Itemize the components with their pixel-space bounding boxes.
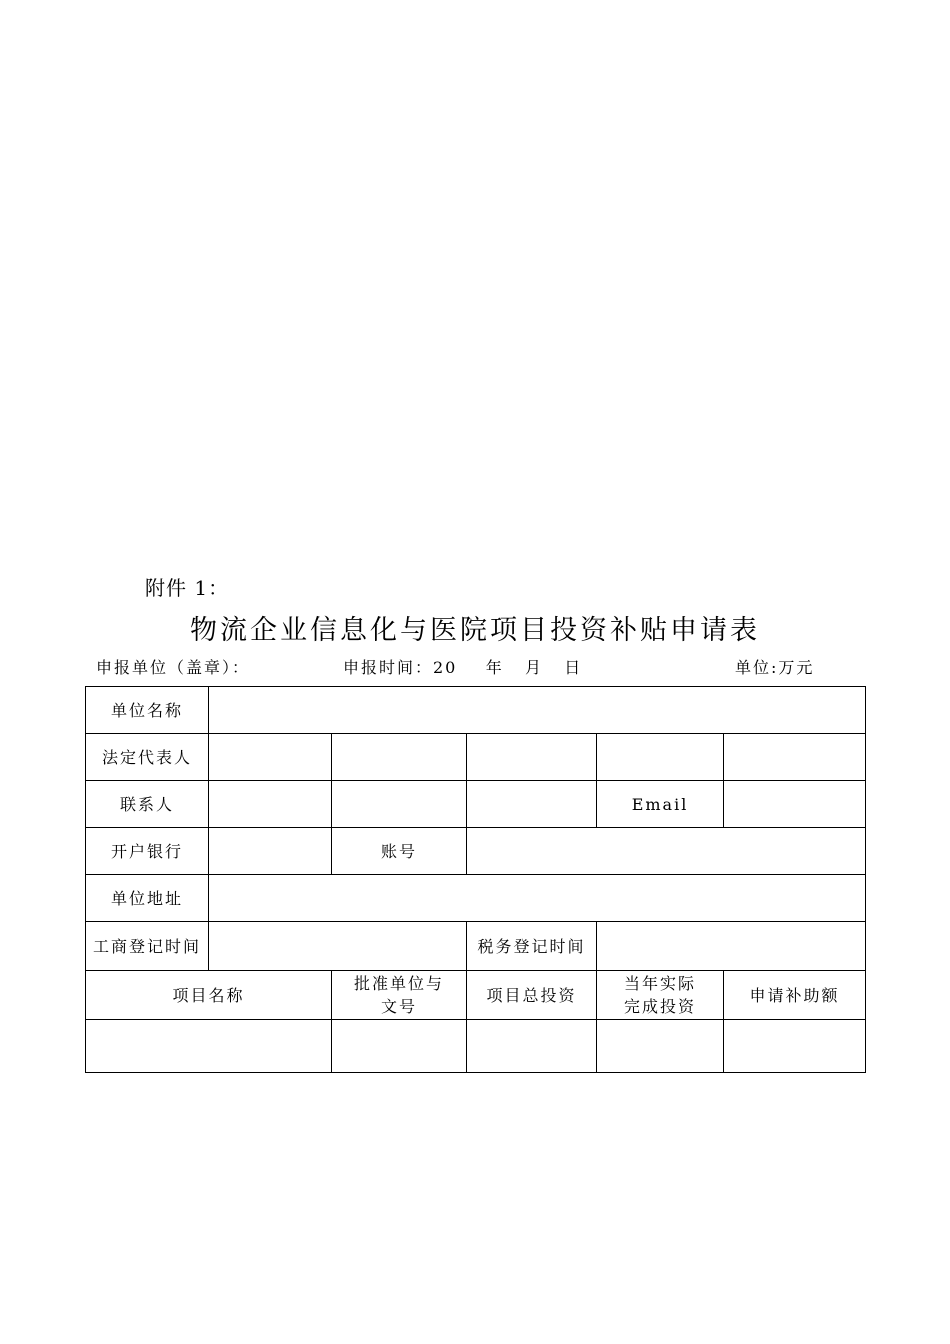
table-row — [86, 687, 866, 734]
account-field[interactable] — [467, 828, 866, 875]
legal-rep-field[interactable] — [209, 734, 332, 781]
approval-field[interactable] — [332, 1020, 467, 1073]
table-row — [86, 971, 866, 1020]
col-header-actual-investment: 当年实际完成投资 — [597, 971, 724, 1020]
table-row — [86, 781, 866, 828]
legal-rep-cell-5[interactable] — [724, 734, 866, 781]
col-header-subsidy: 申请补助额 — [724, 971, 866, 1020]
contact-field[interactable] — [209, 781, 332, 828]
legal-rep-cell-2[interactable] — [332, 734, 467, 781]
table-row — [86, 1020, 866, 1073]
tax-reg-time-field[interactable] — [597, 922, 866, 971]
table-row — [86, 828, 866, 875]
table-row — [86, 875, 866, 922]
biz-reg-time-label: 工商登记时间 — [86, 922, 209, 971]
col-header-project-name: 项目名称 — [86, 971, 332, 1020]
address-label: 单位地址 — [86, 875, 209, 922]
application-form-table — [85, 686, 866, 1073]
biz-reg-time-field[interactable] — [209, 922, 467, 971]
col-header-total-investment: 项目总投资 — [467, 971, 597, 1020]
application-date-label: 申报时间：20 年 月 日 — [343, 658, 583, 677]
email-field[interactable] — [724, 781, 866, 828]
table-row — [86, 922, 866, 971]
account-label: 账号 — [332, 828, 467, 875]
attachment-label: 附件 1： — [145, 576, 230, 600]
bank-field[interactable] — [209, 828, 332, 875]
col-header-approval: 批准单位与文号 — [332, 971, 467, 1020]
legal-rep-cell-4[interactable] — [597, 734, 724, 781]
contact-cell-3[interactable] — [467, 781, 597, 828]
subsidy-field[interactable] — [724, 1020, 866, 1073]
form-title: 物流企业信息化与医院项目投资补贴申请表 — [190, 615, 760, 646]
company-name-field[interactable] — [209, 687, 866, 734]
legal-rep-label: 法定代表人 — [86, 734, 209, 781]
currency-unit-label: 单位:万元 — [735, 658, 815, 677]
project-name-field[interactable] — [86, 1020, 332, 1073]
total-investment-field[interactable] — [467, 1020, 597, 1073]
legal-rep-cell-3[interactable] — [467, 734, 597, 781]
tax-reg-time-label: 税务登记时间 — [467, 922, 597, 971]
actual-investment-field[interactable] — [597, 1020, 724, 1073]
email-label: Email — [597, 781, 724, 828]
contact-cell-2[interactable] — [332, 781, 467, 828]
company-name-label: 单位名称 — [86, 687, 209, 734]
table-row — [86, 734, 866, 781]
bank-label: 开户银行 — [86, 828, 209, 875]
address-field[interactable] — [209, 875, 866, 922]
applicant-unit-label: 申报单位（盖章）： — [96, 658, 251, 677]
contact-label: 联系人 — [86, 781, 209, 828]
